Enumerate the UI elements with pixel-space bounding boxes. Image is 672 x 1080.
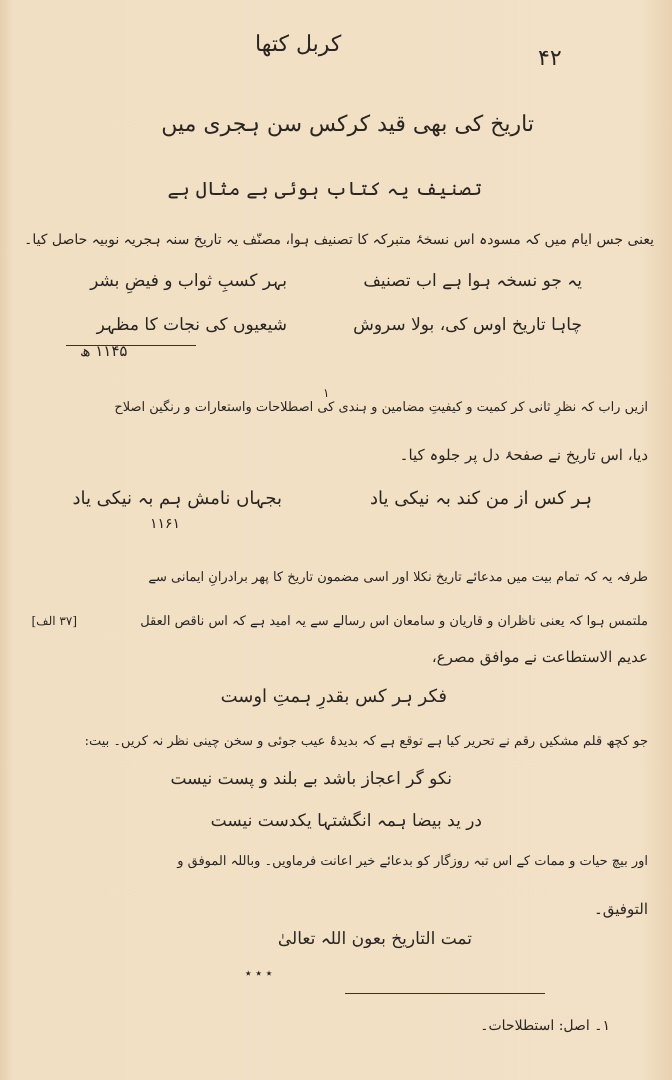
footnote-text: ۱۔ اصل: استطلاحات۔: [480, 1018, 610, 1034]
intro-line: یعنی جس ایام میں کہ مسودہ اس نسخۂ متبرکہ کا تصنیف ہوا، مصنّف یہ تاریخ سنہ ہجریہ نوبیہ حاصل کیا۔: [24, 232, 654, 248]
paragraph3-line-3: عدیم الاستطاعت نے موافق مصرع،: [431, 648, 648, 666]
verse4-line-2: در ید بیضا ہمہ انگشتہا یکدست نیست: [210, 811, 482, 831]
closing-ornament: ٭ ٭ ٭: [245, 966, 273, 980]
verse2-right: ہر کس از من کند بہ نیکی یاد: [370, 488, 592, 509]
paragraph2-line-1: ازیں راب کہ نظرِ ثانی کر کمیت و کیفیتِ مضامین و ہندی کی اصطلاحات واستعارات و رنگین اصلاح: [114, 400, 648, 415]
paragraph5-line-1: اور بیچ حیات و ممات کے اس تبہ روزگار کو بدعائے خیر اعانت فرماویں۔ وباللہ الموفق و: [177, 854, 648, 869]
verse2-year: ۱۱۶۱: [150, 516, 181, 532]
footnote-separator: [345, 993, 545, 994]
verse4-line-1: نکو گر اعجاز باشد بے بلند و پست نیست: [170, 769, 452, 789]
paragraph5-line-2: التوفیق۔: [593, 900, 648, 918]
paragraph4: جو کچھ قلم مشکیں رقم نے تحریر کیا ہے توقع ہے کہ بدیدۂ عیب جوئی و سخن چینی نظر نہ کریں۔ بیت:: [84, 734, 648, 749]
page-number: ۴۲: [538, 46, 562, 71]
verse1-left-2: شیعیوں کی نجات کا مظہر: [96, 315, 287, 335]
footnote-mark: ۱: [323, 386, 330, 400]
verse3: فکر ہر کس بقدرِ ہمتِ اوست: [220, 686, 447, 707]
paragraph2-line-2: دیا، اس تاریخ نے صفحۂ دل پر جلوہ کیا۔: [399, 446, 648, 464]
verse1-right-1: یہ جو نسخہ ہوا ہے اب تصنیف: [363, 271, 582, 291]
verse1-year: ۱۱۴۵ ھ: [80, 342, 128, 360]
margin-note: [۳۷ الف]: [31, 614, 77, 628]
verse1-right-2: چاہا تاریخ اوس کی، بولا سروش: [353, 315, 582, 335]
verse1-left-1: بہر کسبِ ثواب و فیضِ بشر: [90, 271, 287, 291]
paragraph3-line-1: طرفہ یہ کہ تمام بیت میں مدعائے تاریخ نکلا اور اسی مضمون تاریخ کا پھر برادرانِ ایمانی سے: [148, 570, 648, 585]
running-title: کربل کتھا: [255, 32, 342, 57]
verse2-left: بجہاں نامش ہم بہ نیکی یاد: [72, 488, 282, 509]
heading-line-1: تاریخ کی بھی قید کرکس سن ہجری میں: [161, 112, 534, 137]
heading-line-2: تصنیف یہ کتاب ہوئی بے مثال ہے: [167, 178, 482, 200]
closing-line: تمت التاریخ بعون اللہ تعالیٰ: [277, 929, 472, 949]
paragraph3-line-2: ملتمس ہوا کہ یعنی ناظران و قاریان و سامعان اس رسالے سے یہ امید ہے کہ اس ناقص العقل: [140, 614, 648, 629]
